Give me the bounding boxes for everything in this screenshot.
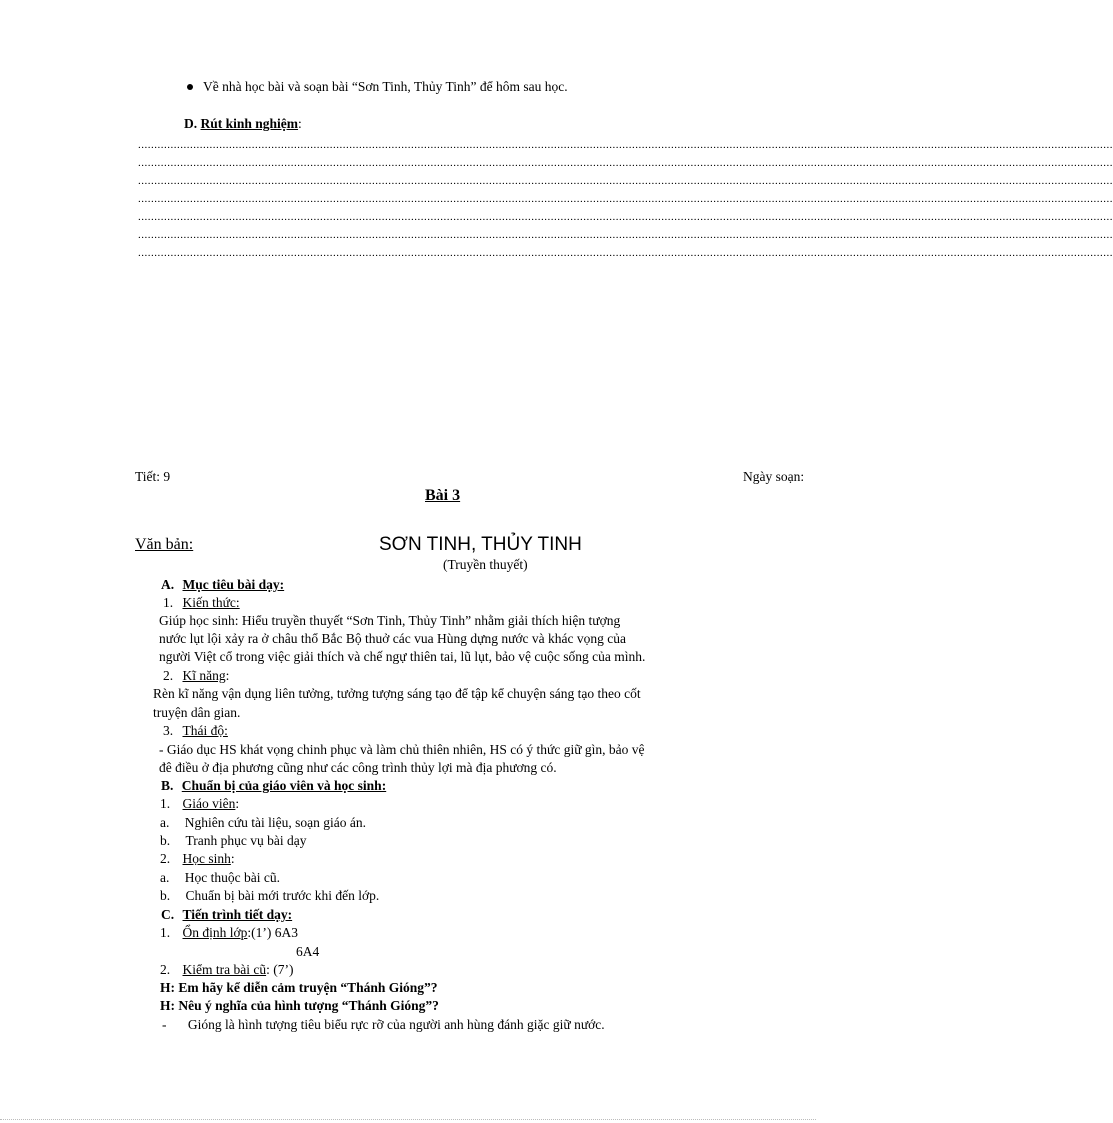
answer-marker: - xyxy=(162,1017,167,1032)
section-d-label: Rút kinh nghiệm xyxy=(200,116,299,131)
dotted-line: ............................................................................................................................................................................................................................................................................................................ xyxy=(138,193,1113,205)
on-dinh-num: 1. xyxy=(160,925,171,940)
ki-nang-num: 2. xyxy=(163,668,174,683)
section-d-colon: : xyxy=(298,116,302,131)
answer-text: Gióng là hình tượng tiêu biểu rực rỡ của người anh hùng đánh giặc giữ nước. xyxy=(187,1017,605,1032)
giao-vien-item-b xyxy=(160,834,307,848)
thai-do-num: 3. xyxy=(163,723,174,738)
hoc-sinh-label: Học sinh xyxy=(182,851,231,866)
thai-do-heading xyxy=(163,724,228,738)
section-d-heading xyxy=(184,117,302,131)
list-marker: b. xyxy=(160,888,171,903)
page-title: SƠN TINH, THỦY TINH xyxy=(379,534,582,555)
kien-thuc-line-2: nước lụt lội xảy ra ở châu thổ Bắc Bộ thuở các vua Hùng dựng nước và khác vọng của xyxy=(159,631,627,646)
dotted-line: ............................................................................................................................................................................................................................................................................................................ xyxy=(138,175,1113,187)
ki-nang-heading xyxy=(163,669,229,683)
question-1: H: Em hãy kể diễn cảm truyện “Thánh Gióng”? xyxy=(160,980,438,995)
list-item-text: Tranh phục vụ bài dạy xyxy=(185,833,307,848)
dotted-line: ............................................................................................................................................................................................................................................................................................................ xyxy=(138,247,1113,259)
dotted-line: ............................................................................................................................................................................................................................................................................................................ xyxy=(138,211,1113,223)
van-ban-label: Văn bản: xyxy=(135,536,194,553)
giao-vien-num: 1. xyxy=(160,796,171,811)
class-6a4: 6A4 xyxy=(296,944,320,959)
section-c-heading xyxy=(161,908,292,922)
page-bottom-rule xyxy=(0,1119,816,1120)
dotted-line: ............................................................................................................................................................................................................................................................................................................ xyxy=(138,139,1113,151)
kien-thuc-heading xyxy=(163,596,240,610)
list-item-text: Học thuộc bài cũ. xyxy=(184,870,280,885)
kiem-tra-num: 2. xyxy=(160,962,171,977)
kien-thuc-num: 1. xyxy=(163,595,174,610)
hoc-sinh-item-a xyxy=(160,871,280,885)
on-dinh-label: Ổn định lớp xyxy=(182,925,248,940)
list-item-text: Chuẩn bị bài mới trước khi đến lớp. xyxy=(185,888,380,903)
hoc-sinh-item-b xyxy=(160,889,379,903)
kiem-tra-label: Kiểm tra bài cũ xyxy=(182,962,267,977)
ki-nang-label: Kĩ năng xyxy=(182,668,226,683)
genre-label: (Truyền thuyết) xyxy=(443,557,528,572)
section-a-heading xyxy=(161,578,284,592)
kien-thuc-line-3: người Việt cổ trong việc giải thích và chế ngự thiên tai, lũ lụt, bảo vệ cuộc sống của mình. xyxy=(159,649,646,664)
on-dinh-rest: :(1’) 6A3 xyxy=(247,925,299,940)
answer-line xyxy=(162,1018,605,1032)
thai-do-line-2: đê điều ở địa phương cũng như các công trình thủy lợi mà địa phương có. xyxy=(159,760,557,775)
ki-nang-line-1: Rèn kĩ năng vận dụng liên tưởng, tưởng tượng sáng tạo để tập kể chuyện sáng tạo theo cốt xyxy=(153,686,641,701)
list-item-text: Nghiên cứu tài liệu, soạn giáo án. xyxy=(184,815,367,830)
lesson-number: Bài 3 xyxy=(425,487,461,504)
ki-nang-colon: : xyxy=(225,668,230,683)
section-d-prefix: D. xyxy=(184,116,198,131)
on-dinh-lop xyxy=(160,926,298,940)
list-marker: b. xyxy=(160,833,171,848)
giao-vien-item-a xyxy=(160,816,366,830)
hoc-sinh-num: 2. xyxy=(160,851,171,866)
hoc-sinh-colon: : xyxy=(230,851,235,866)
giao-vien-label: Giáo viên xyxy=(182,796,236,811)
bullet-icon xyxy=(187,84,193,90)
tiet-label: Tiết: 9 xyxy=(135,469,171,484)
question-2: H: Nêu ý nghĩa của hình tượng “Thánh Gióng”? xyxy=(160,998,439,1013)
section-a-title: Mục tiêu bài dạy: xyxy=(182,577,285,592)
section-b-heading xyxy=(161,779,386,793)
giao-vien-heading xyxy=(160,797,239,811)
list-marker: a. xyxy=(160,870,170,885)
kien-thuc-label: Kiến thức: xyxy=(182,595,240,610)
ngay-soan-label: Ngày soạn: xyxy=(743,469,805,484)
section-a-prefix: A. xyxy=(161,577,175,592)
section-c-title: Tiến trình tiết dạy: xyxy=(182,907,293,922)
thai-do-label: Thái độ: xyxy=(182,723,228,738)
dotted-line: ............................................................................................................................................................................................................................................................................................................ xyxy=(138,229,1113,241)
kien-thuc-line-1: Giúp học sinh: Hiểu truyền thuyết “Sơn Tinh, Thủy Tinh” nhằm giải thích hiện tượng xyxy=(159,613,621,628)
homework-bullet: Về nhà học bài và soạn bài “Sơn Tinh, Thủy Tinh” để hôm sau học. xyxy=(203,79,568,94)
dotted-line: ............................................................................................................................................................................................................................................................................................................ xyxy=(138,157,1113,169)
section-b-prefix: B. xyxy=(161,778,174,793)
kiem-tra-bai-cu xyxy=(160,963,293,977)
thai-do-line-1: - Giáo dục HS khát vọng chinh phục và làm chủ thiên nhiên, HS có ý thức giữ gìn, bảo vệ xyxy=(159,742,645,757)
hoc-sinh-heading xyxy=(160,852,235,866)
giao-vien-colon: : xyxy=(235,796,240,811)
ki-nang-line-2: truyện dân gian. xyxy=(153,705,241,720)
section-b-title: Chuẩn bị của giáo viên và học sinh: xyxy=(181,778,387,793)
list-marker: a. xyxy=(160,815,170,830)
kiem-tra-rest: : (7’) xyxy=(266,962,294,977)
section-c-prefix: C. xyxy=(161,907,175,922)
